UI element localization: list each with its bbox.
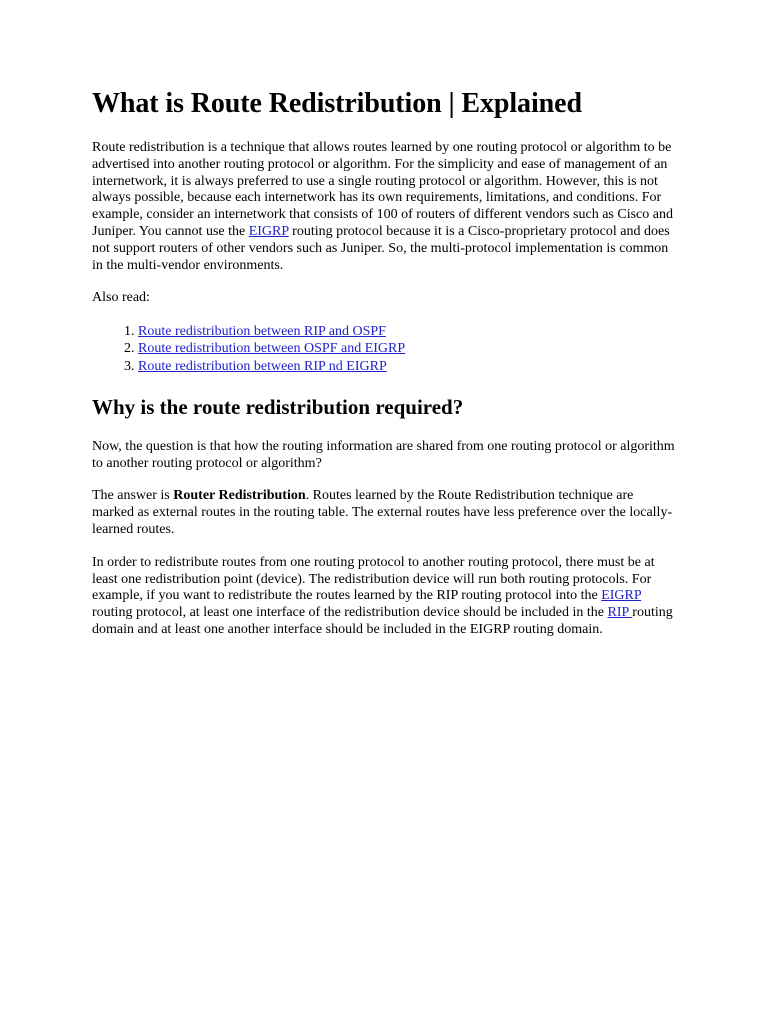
answer-paragraph [92,488,678,538]
page-title: What is Route Redistribution | Explained [92,88,582,119]
para3-part2: routing protocol, at least one interface of the redistribution device should be included in the [92,605,608,621]
eigrp-link[interactable]: EIGRP [248,223,289,239]
para3-part3: routing domain and at least one another interface should be included in the EIGRP routing domain. [92,605,673,637]
para3-part1: In order to redistribute routes from one routing protocol to another routing protocol, there must be at least one redistribution point (device). The redistribution device will run both routing protocols. For example, if you want to redistribute the routes learned by the RIP routing protocol into the [92,554,655,604]
question-paragraph: Now, the question is that how the routing information are shared from one routing protocol or algorithm to another routing protocol or algorithm? [92,438,675,471]
answer-prefix: The answer is [92,488,174,504]
rip-link[interactable]: RIP [607,605,633,621]
list-item [138,323,678,340]
list-item [138,358,678,375]
ospf-eigrp-link[interactable]: Route redistribution between OSPF and EIGRP [138,341,406,357]
list-item [138,340,678,357]
also-read-label: Also read: [92,290,150,306]
answer-bold-term: Router Redistribution [173,488,306,504]
rip-eigrp-link[interactable]: Route redistribution between RIP nd EIGRP [138,358,387,374]
answer-rest: . Routes learned by the Route Redistribution technique are marked as external routes in the routing table. The external routes have less preference over the locally-learned routes. [92,488,673,537]
intro-paragraph [92,140,678,274]
document-page [92,84,678,655]
section-heading: Why is the route redistribution required? [92,394,464,419]
eigrp-link-2[interactable]: EIGRP [601,588,642,604]
redistribution-paragraph [92,555,678,639]
rip-ospf-link[interactable]: Route redistribution between RIP and OSPF [138,324,386,340]
also-read-list [92,323,678,375]
intro-text-after-link: routing protocol because it is a Cisco-proprietary protocol and does not support routers of other vendors such as Juniper. So, the multi-protocol implementation is common in the multi-vendor environments. [92,223,670,273]
intro-text-before-link: Route redistribution is a technique that allows routes learned by one routing protocol or algorithm to be advertised into another routing protocol or algorithm. For the simplicity and ease of management of an internetwork, it is always preferred to use a single routing protocol or algorithm. However, this is not always possible, because each internetwork has its own requirements, limitations, and conditions. For example, consider an internetwork that consists of 100 of routers of different vendors such as Cisco and Juniper. You cannot use the [92,140,673,239]
